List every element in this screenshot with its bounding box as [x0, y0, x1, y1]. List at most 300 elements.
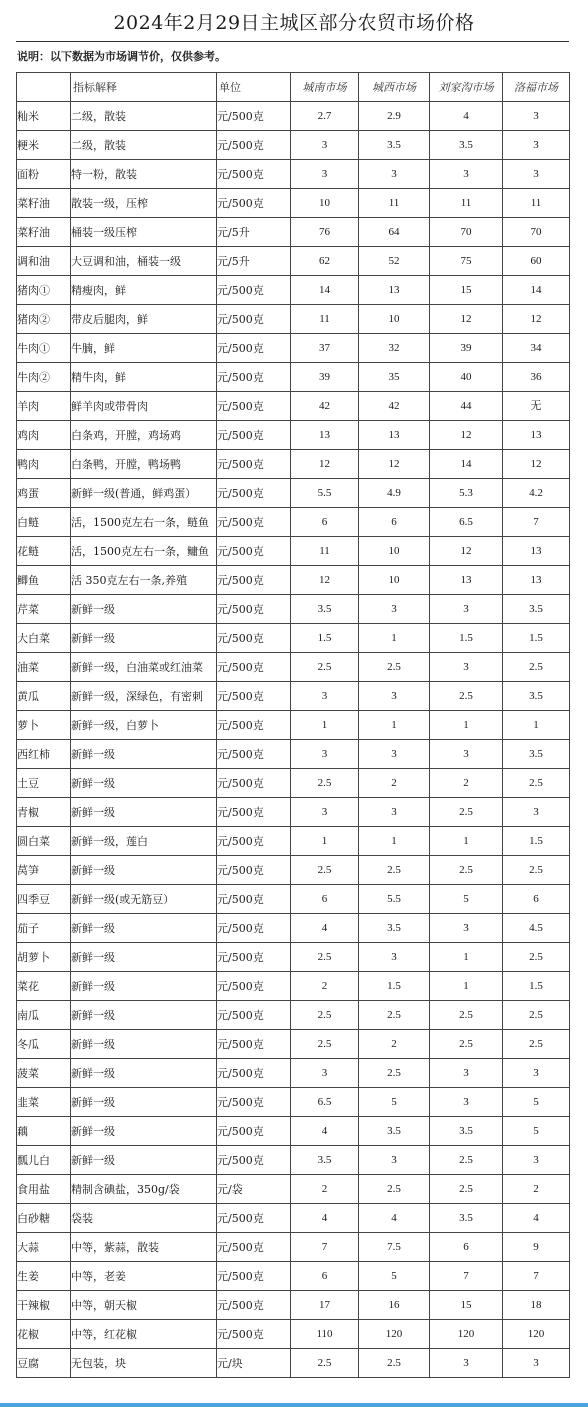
price-chengnan: 4 — [291, 914, 359, 943]
price-luofu: 3.5 — [503, 595, 570, 624]
item-name: 猪肉② — [17, 305, 71, 334]
price-liujiagou: 14 — [430, 450, 503, 479]
item-unit: 元/500克 — [217, 1030, 291, 1059]
item-name: 调和油 — [17, 247, 71, 276]
table-row — [17, 1146, 570, 1175]
table-row — [17, 711, 570, 740]
price-liujiagou: 3 — [430, 1088, 503, 1117]
item-spec: 带皮后腿肉，鲜 — [71, 305, 217, 334]
item-spec: 新鲜一级 — [71, 1059, 217, 1088]
price-chengxi: 3 — [359, 160, 430, 189]
price-luofu: 3 — [503, 1349, 570, 1378]
item-unit: 元/500克 — [217, 943, 291, 972]
item-name: 茄子 — [17, 914, 71, 943]
item-unit: 元/500克 — [217, 798, 291, 827]
price-chengnan: 12 — [291, 566, 359, 595]
item-name: 食用盐 — [17, 1175, 71, 1204]
price-liujiagou: 39 — [430, 334, 503, 363]
table-row — [17, 769, 570, 798]
price-liujiagou: 6 — [430, 1233, 503, 1262]
table-row — [17, 131, 570, 160]
price-luofu: 11 — [503, 189, 570, 218]
price-liujiagou: 1 — [430, 711, 503, 740]
item-spec: 特一粉，散装 — [71, 160, 217, 189]
header-luofu-market: 洛福市场 — [503, 73, 570, 102]
item-name: 鲫鱼 — [17, 566, 71, 595]
price-chengxi: 2.5 — [359, 653, 430, 682]
item-unit: 元/500克 — [217, 1262, 291, 1291]
table-row — [17, 827, 570, 856]
price-chengxi: 64 — [359, 218, 430, 247]
item-spec: 牛腩，鲜 — [71, 334, 217, 363]
price-liujiagou: 2.5 — [430, 856, 503, 885]
price-liujiagou: 13 — [430, 566, 503, 595]
item-spec: 新鲜一级，莲白 — [71, 827, 217, 856]
price-luofu: 3.5 — [503, 682, 570, 711]
item-name: 胡萝卜 — [17, 943, 71, 972]
item-spec: 新鲜一级 — [71, 1030, 217, 1059]
price-luofu: 18 — [503, 1291, 570, 1320]
price-liujiagou: 40 — [430, 363, 503, 392]
table-row — [17, 885, 570, 914]
item-unit: 元/500克 — [217, 972, 291, 1001]
item-unit: 元/500克 — [217, 1320, 291, 1349]
table-row — [17, 1001, 570, 1030]
item-name: 瓢儿白 — [17, 1146, 71, 1175]
item-name: 青椒 — [17, 798, 71, 827]
table-row — [17, 914, 570, 943]
item-name: 鸡肉 — [17, 421, 71, 450]
price-chengxi: 5 — [359, 1088, 430, 1117]
header-chengxi-market: 城西市场 — [359, 73, 430, 102]
price-liujiagou: 3 — [430, 653, 503, 682]
item-unit: 元/500克 — [217, 189, 291, 218]
item-spec: 新鲜一级 — [71, 914, 217, 943]
price-chengxi: 32 — [359, 334, 430, 363]
price-liujiagou: 70 — [430, 218, 503, 247]
price-chengnan: 2 — [291, 1175, 359, 1204]
price-liujiagou: 2 — [430, 769, 503, 798]
table-row — [17, 450, 570, 479]
item-spec: 中等，紫蒜，散装 — [71, 1233, 217, 1262]
price-chengnan: 110 — [291, 1320, 359, 1349]
price-chengxi: 42 — [359, 392, 430, 421]
item-spec: 新鲜一级 — [71, 1146, 217, 1175]
price-chengxi: 1.5 — [359, 972, 430, 1001]
item-name: 猪肉① — [17, 276, 71, 305]
price-luofu: 12 — [503, 450, 570, 479]
price-chengxi: 13 — [359, 276, 430, 305]
price-chengxi: 3 — [359, 798, 430, 827]
table-row — [17, 1233, 570, 1262]
price-chengnan: 76 — [291, 218, 359, 247]
item-unit: 元/500克 — [217, 740, 291, 769]
item-spec: 精牛肉，鲜 — [71, 363, 217, 392]
price-luofu: 60 — [503, 247, 570, 276]
table-row — [17, 1204, 570, 1233]
price-luofu: 1.5 — [503, 972, 570, 1001]
table-row — [17, 218, 570, 247]
price-luofu: 4.5 — [503, 914, 570, 943]
item-unit: 元/500克 — [217, 769, 291, 798]
price-chengnan: 2.5 — [291, 653, 359, 682]
price-chengnan: 1.5 — [291, 624, 359, 653]
price-liujiagou: 3 — [430, 1059, 503, 1088]
item-unit: 元/500克 — [217, 827, 291, 856]
item-name: 四季豆 — [17, 885, 71, 914]
price-liujiagou: 12 — [430, 305, 503, 334]
item-spec: 中等，红花椒 — [71, 1320, 217, 1349]
price-chengnan: 6 — [291, 1262, 359, 1291]
item-unit: 元/500克 — [217, 566, 291, 595]
table-row — [17, 537, 570, 566]
page-title: 2024年2月29日主城区部分农贸市场价格 — [113, 12, 475, 34]
item-spec: 活，1500克左右一条，鲢鱼 — [71, 508, 217, 537]
item-name: 大白菜 — [17, 624, 71, 653]
item-spec: 新鲜一级 — [71, 798, 217, 827]
item-name: 面粉 — [17, 160, 71, 189]
price-chengxi: 2.5 — [359, 1349, 430, 1378]
price-liujiagou: 3 — [430, 595, 503, 624]
price-liujiagou: 7 — [430, 1262, 503, 1291]
price-chengnan: 7 — [291, 1233, 359, 1262]
item-name: 鸡蛋 — [17, 479, 71, 508]
price-liujiagou: 12 — [430, 537, 503, 566]
price-liujiagou: 3.5 — [430, 1204, 503, 1233]
price-chengxi: 3.5 — [359, 1117, 430, 1146]
item-name: 菜籽油 — [17, 218, 71, 247]
item-spec: 新鲜一级(普通，鲜鸡蛋） — [71, 479, 217, 508]
item-unit: 元/500克 — [217, 1001, 291, 1030]
price-luofu: 2.5 — [503, 856, 570, 885]
price-chengxi: 3.5 — [359, 914, 430, 943]
item-spec: 精制含碘盐，350g/袋 — [71, 1175, 217, 1204]
disclaimer-note: 说明：以下数据为市场调节价，仅供参考。 — [17, 50, 226, 63]
price-chengnan: 10 — [291, 189, 359, 218]
price-luofu: 3 — [503, 1146, 570, 1175]
item-spec: 新鲜一级，深绿色，有密刺 — [71, 682, 217, 711]
price-liujiagou: 12 — [430, 421, 503, 450]
price-liujiagou: 1 — [430, 827, 503, 856]
price-chengxi: 2.9 — [359, 102, 430, 131]
price-chengxi: 12 — [359, 450, 430, 479]
item-unit: 元/500克 — [217, 856, 291, 885]
item-name: 籼米 — [17, 102, 71, 131]
price-liujiagou: 2.5 — [430, 798, 503, 827]
price-luofu: 3.5 — [503, 740, 570, 769]
price-liujiagou: 3 — [430, 160, 503, 189]
table-row — [17, 421, 570, 450]
item-unit: 元/500克 — [217, 711, 291, 740]
price-chengnan: 39 — [291, 363, 359, 392]
item-spec: 鲜羊肉或带骨肉 — [71, 392, 217, 421]
table-row — [17, 1059, 570, 1088]
item-spec: 桶装一级压榨 — [71, 218, 217, 247]
header-item — [17, 73, 71, 102]
price-luofu: 3 — [503, 131, 570, 160]
item-name: 鸭肉 — [17, 450, 71, 479]
table-row — [17, 1262, 570, 1291]
price-luofu: 3 — [503, 160, 570, 189]
item-name: 圆白菜 — [17, 827, 71, 856]
item-spec: 新鲜一级，白油菜或红油菜 — [71, 653, 217, 682]
item-name: 牛肉② — [17, 363, 71, 392]
price-chengnan: 2.5 — [291, 769, 359, 798]
price-chengnan: 2.5 — [291, 1349, 359, 1378]
item-unit: 元/500克 — [217, 653, 291, 682]
item-unit: 元/500克 — [217, 479, 291, 508]
item-unit: 元/500克 — [217, 1204, 291, 1233]
price-chengxi: 13 — [359, 421, 430, 450]
price-luofu: 14 — [503, 276, 570, 305]
price-luofu: 无 — [503, 392, 570, 421]
item-name: 花鲢 — [17, 537, 71, 566]
price-chengnan: 6 — [291, 508, 359, 537]
item-unit: 元/500克 — [217, 102, 291, 131]
price-liujiagou: 2.5 — [430, 1030, 503, 1059]
price-table-body — [17, 102, 570, 1378]
table-row — [17, 160, 570, 189]
price-liujiagou: 11 — [430, 189, 503, 218]
table-row — [17, 508, 570, 537]
item-spec: 大豆调和油，桶装一级 — [71, 247, 217, 276]
title-divider — [16, 41, 569, 42]
item-spec: 新鲜一级，白萝卜 — [71, 711, 217, 740]
table-row — [17, 1320, 570, 1349]
item-spec: 新鲜一级 — [71, 624, 217, 653]
item-name: 牛肉① — [17, 334, 71, 363]
item-spec: 新鲜一级 — [71, 1001, 217, 1030]
item-spec: 新鲜一级(或无筋豆） — [71, 885, 217, 914]
price-liujiagou: 15 — [430, 1291, 503, 1320]
price-luofu: 5 — [503, 1088, 570, 1117]
item-name: 冬瓜 — [17, 1030, 71, 1059]
item-spec: 新鲜一级 — [71, 1088, 217, 1117]
price-chengxi: 11 — [359, 189, 430, 218]
item-unit: 元/500克 — [217, 1088, 291, 1117]
item-unit: 元/500克 — [217, 276, 291, 305]
table-row — [17, 1175, 570, 1204]
table-row — [17, 247, 570, 276]
price-chengxi: 1 — [359, 624, 430, 653]
item-unit: 元/500克 — [217, 595, 291, 624]
price-chengxi: 1 — [359, 711, 430, 740]
price-chengxi: 52 — [359, 247, 430, 276]
price-chengnan: 6.5 — [291, 1088, 359, 1117]
table-row — [17, 595, 570, 624]
table-row — [17, 1088, 570, 1117]
price-chengnan: 2 — [291, 972, 359, 1001]
item-name: 羊肉 — [17, 392, 71, 421]
item-name: 土豆 — [17, 769, 71, 798]
item-spec: 新鲜一级 — [71, 740, 217, 769]
price-chengnan: 37 — [291, 334, 359, 363]
item-spec: 中等，老姜 — [71, 1262, 217, 1291]
price-luofu: 7 — [503, 1262, 570, 1291]
item-name: 粳米 — [17, 131, 71, 160]
item-spec: 新鲜一级 — [71, 769, 217, 798]
price-luofu: 120 — [503, 1320, 570, 1349]
price-luofu: 2.5 — [503, 1030, 570, 1059]
price-luofu: 6 — [503, 885, 570, 914]
item-unit: 元/500克 — [217, 363, 291, 392]
price-liujiagou: 44 — [430, 392, 503, 421]
item-spec: 新鲜一级 — [71, 943, 217, 972]
price-liujiagou: 3 — [430, 1349, 503, 1378]
price-liujiagou: 15 — [430, 276, 503, 305]
price-luofu: 3 — [503, 102, 570, 131]
price-table — [16, 72, 570, 1378]
price-chengxi: 120 — [359, 1320, 430, 1349]
price-luofu: 34 — [503, 334, 570, 363]
item-name: 干辣椒 — [17, 1291, 71, 1320]
item-unit: 元/500克 — [217, 1146, 291, 1175]
price-liujiagou: 4 — [430, 102, 503, 131]
table-row — [17, 1349, 570, 1378]
price-chengnan: 62 — [291, 247, 359, 276]
item-unit: 元/500克 — [217, 305, 291, 334]
price-chengxi: 10 — [359, 305, 430, 334]
price-luofu: 2.5 — [503, 769, 570, 798]
item-unit: 元/500克 — [217, 1233, 291, 1262]
item-spec: 新鲜一级 — [71, 856, 217, 885]
price-luofu: 3 — [503, 798, 570, 827]
price-chengnan: 14 — [291, 276, 359, 305]
item-unit: 元/500克 — [217, 682, 291, 711]
price-chengxi: 2 — [359, 769, 430, 798]
item-unit: 元/500克 — [217, 131, 291, 160]
price-luofu: 4.2 — [503, 479, 570, 508]
item-name: 韭菜 — [17, 1088, 71, 1117]
price-chengnan: 2.5 — [291, 856, 359, 885]
price-liujiagou: 5.3 — [430, 479, 503, 508]
table-row — [17, 856, 570, 885]
item-name: 南瓜 — [17, 1001, 71, 1030]
price-chengxi: 10 — [359, 566, 430, 595]
price-chengxi: 5 — [359, 1262, 430, 1291]
table-row — [17, 102, 570, 131]
item-name: 莴笋 — [17, 856, 71, 885]
item-spec: 精瘦肉，鲜 — [71, 276, 217, 305]
price-liujiagou: 1.5 — [430, 624, 503, 653]
price-luofu: 5 — [503, 1117, 570, 1146]
item-spec: 活 350克左右一条,养殖 — [71, 566, 217, 595]
price-chengnan: 3.5 — [291, 1146, 359, 1175]
header-unit: 单位 — [217, 73, 291, 102]
table-row — [17, 1030, 570, 1059]
price-chengxi: 3.5 — [359, 131, 430, 160]
item-unit: 元/500克 — [217, 914, 291, 943]
item-name: 芹菜 — [17, 595, 71, 624]
price-chengnan: 11 — [291, 305, 359, 334]
price-chengnan: 3 — [291, 131, 359, 160]
item-name: 油菜 — [17, 653, 71, 682]
item-unit: 元/500克 — [217, 624, 291, 653]
item-name: 花椒 — [17, 1320, 71, 1349]
price-chengnan: 3 — [291, 160, 359, 189]
item-spec: 袋装 — [71, 1204, 217, 1233]
price-liujiagou: 3 — [430, 740, 503, 769]
item-name: 萝卜 — [17, 711, 71, 740]
price-luofu: 13 — [503, 421, 570, 450]
table-row — [17, 334, 570, 363]
table-row — [17, 566, 570, 595]
item-unit: 元/500克 — [217, 508, 291, 537]
price-chengxi: 3 — [359, 1146, 430, 1175]
price-chengxi: 1 — [359, 827, 430, 856]
price-chengnan: 6 — [291, 885, 359, 914]
price-luofu: 3 — [503, 1059, 570, 1088]
price-chengnan: 11 — [291, 537, 359, 566]
price-liujiagou: 1 — [430, 972, 503, 1001]
item-unit: 元/500克 — [217, 1291, 291, 1320]
item-unit: 元/500克 — [217, 885, 291, 914]
table-row — [17, 682, 570, 711]
price-chengxi: 3 — [359, 595, 430, 624]
price-chengxi: 3 — [359, 740, 430, 769]
table-row — [17, 276, 570, 305]
item-spec: 散装一级，压榨 — [71, 189, 217, 218]
price-chengnan: 2.5 — [291, 1001, 359, 1030]
price-luofu: 1.5 — [503, 827, 570, 856]
price-luofu: 1.5 — [503, 624, 570, 653]
price-chengnan: 1 — [291, 827, 359, 856]
price-liujiagou: 2.5 — [430, 1146, 503, 1175]
price-liujiagou: 1 — [430, 943, 503, 972]
price-chengnan: 5.5 — [291, 479, 359, 508]
item-spec: 二级，散装 — [71, 131, 217, 160]
price-luofu: 2 — [503, 1175, 570, 1204]
item-spec: 新鲜一级 — [71, 595, 217, 624]
item-unit: 元/500克 — [217, 537, 291, 566]
price-chengnan: 3 — [291, 1059, 359, 1088]
table-row — [17, 653, 570, 682]
item-unit: 元/5升 — [217, 218, 291, 247]
item-name: 大蒜 — [17, 1233, 71, 1262]
table-row — [17, 305, 570, 334]
price-luofu: 4 — [503, 1204, 570, 1233]
price-liujiagou: 75 — [430, 247, 503, 276]
price-chengnan: 4 — [291, 1117, 359, 1146]
header-chengnan-market: 城南市场 — [291, 73, 359, 102]
item-unit: 元/500克 — [217, 1059, 291, 1088]
price-chengxi: 35 — [359, 363, 430, 392]
bottom-accent-bar — [0, 1403, 588, 1407]
price-chengxi: 7.5 — [359, 1233, 430, 1262]
item-name: 菠菜 — [17, 1059, 71, 1088]
item-unit: 元/500克 — [217, 450, 291, 479]
price-chengxi: 6 — [359, 508, 430, 537]
item-unit: 元/500克 — [217, 392, 291, 421]
price-chengxi: 2 — [359, 1030, 430, 1059]
price-chengnan: 4 — [291, 1204, 359, 1233]
price-luofu: 36 — [503, 363, 570, 392]
table-row — [17, 972, 570, 1001]
item-spec: 二级，散装 — [71, 102, 217, 131]
price-chengxi: 3 — [359, 682, 430, 711]
price-luofu: 70 — [503, 218, 570, 247]
price-luofu: 2.5 — [503, 943, 570, 972]
table-row — [17, 798, 570, 827]
header-spec: 指标解释 — [71, 73, 217, 102]
price-chengxi: 5.5 — [359, 885, 430, 914]
table-row — [17, 1291, 570, 1320]
price-chengnan: 3 — [291, 798, 359, 827]
price-luofu: 7 — [503, 508, 570, 537]
price-liujiagou: 2.5 — [430, 1175, 503, 1204]
item-spec: 活，1500克左右一条，鳙鱼 — [71, 537, 217, 566]
item-unit: 元/5升 — [217, 247, 291, 276]
